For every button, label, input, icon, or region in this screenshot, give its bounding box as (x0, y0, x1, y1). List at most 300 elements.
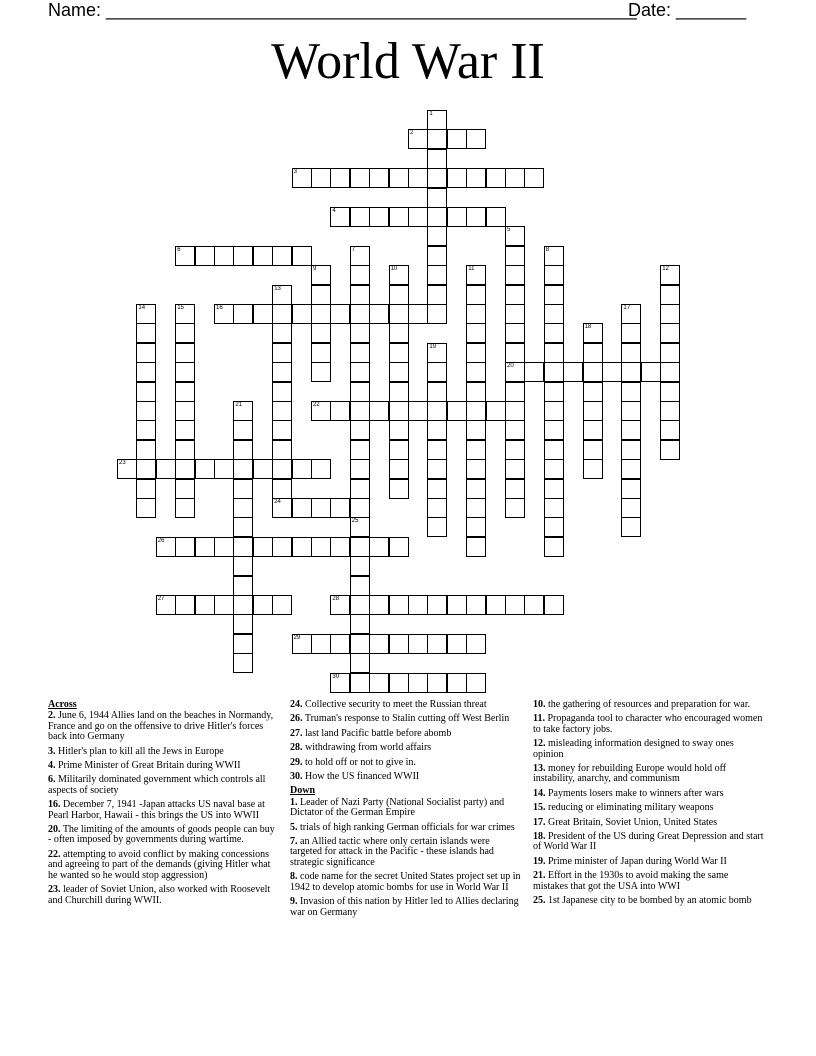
grid-cell[interactable] (466, 537, 486, 557)
grid-cell[interactable] (292, 498, 312, 518)
clue-number: 1 (429, 111, 433, 117)
grid-cell[interactable] (505, 401, 525, 421)
grid-cell[interactable] (195, 537, 215, 557)
grid-cell[interactable] (136, 323, 156, 343)
grid-cell[interactable] (408, 168, 428, 188)
grid-cell[interactable] (505, 304, 525, 324)
grid-cell[interactable] (292, 634, 312, 654)
grid-cell[interactable] (427, 459, 447, 479)
grid-cell[interactable] (136, 440, 156, 460)
grid-cell[interactable] (427, 188, 447, 208)
grid-cell[interactable] (389, 673, 409, 693)
grid-cell[interactable] (330, 304, 350, 324)
grid-cell[interactable] (466, 129, 486, 149)
grid-cell[interactable] (427, 246, 447, 266)
grid-cell[interactable] (330, 595, 350, 615)
grid-cell[interactable] (389, 595, 409, 615)
grid-cell[interactable] (272, 382, 292, 402)
grid-cell[interactable] (136, 420, 156, 440)
grid-cell[interactable] (466, 382, 486, 402)
grid-cell[interactable] (175, 459, 195, 479)
grid-cell[interactable] (272, 537, 292, 557)
grid-cell[interactable] (427, 207, 447, 227)
grid-cell[interactable] (272, 440, 292, 460)
grid-cell[interactable] (136, 401, 156, 421)
grid-cell[interactable] (175, 595, 195, 615)
grid-cell[interactable] (447, 129, 467, 149)
grid-cell[interactable] (466, 440, 486, 460)
grid-cell[interactable] (427, 420, 447, 440)
grid-cell[interactable] (505, 362, 525, 382)
grid-cell[interactable] (621, 517, 641, 537)
grid-cell[interactable] (505, 323, 525, 343)
grid-cell[interactable] (233, 479, 253, 499)
grid-cell[interactable] (427, 634, 447, 654)
grid-cell[interactable] (427, 595, 447, 615)
grid-cell[interactable] (389, 401, 409, 421)
grid-cell[interactable] (621, 401, 641, 421)
grid-cell[interactable] (175, 362, 195, 382)
grid-cell[interactable] (233, 614, 253, 634)
grid-cell[interactable] (175, 537, 195, 557)
grid-cell[interactable] (253, 304, 273, 324)
grid-cell[interactable] (156, 459, 176, 479)
grid-cell[interactable] (233, 304, 253, 324)
grid-cell[interactable] (621, 498, 641, 518)
grid-cell[interactable] (350, 382, 370, 402)
grid-cell[interactable] (466, 285, 486, 305)
grid-cell[interactable] (505, 595, 525, 615)
grid-cell[interactable] (175, 343, 195, 363)
grid-cell[interactable] (505, 168, 525, 188)
grid-cell[interactable] (544, 246, 564, 266)
grid-cell[interactable] (544, 595, 564, 615)
grid-cell[interactable] (233, 595, 253, 615)
grid-cell[interactable] (272, 479, 292, 499)
grid-cell[interactable] (660, 265, 680, 285)
grid-cell[interactable] (175, 420, 195, 440)
grid-cell[interactable] (136, 304, 156, 324)
grid-cell[interactable] (272, 323, 292, 343)
grid-cell[interactable] (505, 343, 525, 363)
grid-cell[interactable] (233, 556, 253, 576)
grid-cell[interactable] (214, 537, 234, 557)
grid-cell[interactable] (427, 226, 447, 246)
grid-cell[interactable] (486, 168, 506, 188)
clue-number: 13 (274, 285, 281, 292)
grid-cell[interactable] (660, 440, 680, 460)
grid-cell[interactable] (660, 420, 680, 440)
grid-cell[interactable] (175, 382, 195, 402)
grid-cell[interactable] (427, 440, 447, 460)
grid-cell[interactable] (544, 265, 564, 285)
grid-cell[interactable] (272, 362, 292, 382)
grid-cell[interactable] (524, 595, 544, 615)
grid-cell[interactable] (389, 343, 409, 363)
grid-cell[interactable] (505, 285, 525, 305)
grid-cell[interactable] (621, 343, 641, 363)
grid-cell[interactable] (466, 595, 486, 615)
grid-cell[interactable] (466, 207, 486, 227)
grid-cell[interactable] (389, 459, 409, 479)
grid-cell[interactable] (233, 653, 253, 673)
grid-cell[interactable] (447, 168, 467, 188)
grid-cell[interactable] (272, 304, 292, 324)
grid-cell[interactable] (641, 362, 661, 382)
grid-cell[interactable] (350, 401, 370, 421)
grid-cell[interactable] (292, 304, 312, 324)
grid-cell[interactable] (233, 517, 253, 537)
grid-cell[interactable] (466, 168, 486, 188)
grid-cell[interactable] (233, 576, 253, 596)
grid-cell[interactable] (505, 420, 525, 440)
grid-cell[interactable] (583, 440, 603, 460)
grid-cell[interactable] (466, 265, 486, 285)
grid-cell[interactable] (621, 459, 641, 479)
grid-cell[interactable] (621, 420, 641, 440)
grid-cell[interactable] (350, 168, 370, 188)
grid-cell[interactable] (583, 382, 603, 402)
grid-cell[interactable] (175, 498, 195, 518)
grid-cell[interactable] (408, 207, 428, 227)
grid-cell[interactable] (311, 285, 331, 305)
grid-cell[interactable] (369, 595, 389, 615)
grid-cell[interactable] (427, 149, 447, 169)
grid-cell[interactable] (486, 207, 506, 227)
grid-cell[interactable] (427, 382, 447, 402)
grid-cell[interactable] (389, 479, 409, 499)
grid-cell[interactable] (311, 265, 331, 285)
grid-cell[interactable] (330, 537, 350, 557)
grid-cell[interactable] (233, 634, 253, 654)
grid-cell[interactable] (389, 265, 409, 285)
grid-cell[interactable] (350, 537, 370, 557)
grid-cell[interactable] (175, 246, 195, 266)
grid-cell[interactable] (350, 517, 370, 537)
grid-cell[interactable] (195, 459, 215, 479)
grid-cell[interactable] (583, 459, 603, 479)
grid-cell[interactable] (350, 634, 370, 654)
grid-cell[interactable] (389, 304, 409, 324)
grid-cell[interactable] (156, 595, 176, 615)
grid-cell[interactable] (427, 479, 447, 499)
grid-cell[interactable] (544, 440, 564, 460)
grid-cell[interactable] (427, 304, 447, 324)
grid-cell[interactable] (408, 634, 428, 654)
grid-cell[interactable] (408, 129, 428, 149)
grid-cell[interactable] (544, 459, 564, 479)
grid-cell[interactable] (389, 323, 409, 343)
grid-cell[interactable] (660, 401, 680, 421)
grid-cell[interactable] (272, 401, 292, 421)
grid-cell[interactable] (660, 323, 680, 343)
grid-cell[interactable] (544, 304, 564, 324)
grid-cell[interactable] (233, 401, 253, 421)
grid-cell[interactable] (621, 440, 641, 460)
grid-cell[interactable] (447, 595, 467, 615)
grid-cell[interactable] (253, 595, 273, 615)
grid-cell[interactable] (311, 537, 331, 557)
grid-cell[interactable] (602, 362, 622, 382)
grid-cell[interactable] (544, 382, 564, 402)
grid-cell[interactable] (389, 285, 409, 305)
grid-cell[interactable] (427, 110, 447, 130)
grid-cell[interactable] (505, 440, 525, 460)
grid-cell[interactable] (272, 420, 292, 440)
grid-cell[interactable] (389, 168, 409, 188)
grid-cell[interactable] (272, 285, 292, 305)
grid-cell[interactable] (466, 498, 486, 518)
grid-cell[interactable] (466, 304, 486, 324)
grid-cell[interactable] (583, 420, 603, 440)
clues-column-1 (48, 700, 280, 910)
grid-cell[interactable] (544, 479, 564, 499)
grid-cell[interactable] (621, 323, 641, 343)
grid-cell[interactable] (505, 226, 525, 246)
grid-cell[interactable] (563, 362, 583, 382)
grid-cell[interactable] (427, 362, 447, 382)
grid-cell[interactable] (330, 498, 350, 518)
grid-cell[interactable] (466, 362, 486, 382)
grid-cell[interactable] (583, 343, 603, 363)
grid-cell[interactable] (389, 207, 409, 227)
grid-cell[interactable] (350, 614, 370, 634)
grid-cell[interactable] (505, 479, 525, 499)
clue-text: Prime Minister of Great Britain during WWII (58, 760, 241, 772)
grid-cell[interactable] (660, 304, 680, 324)
grid-cell[interactable] (311, 168, 331, 188)
grid-cell[interactable] (350, 362, 370, 382)
grid-cell[interactable] (233, 420, 253, 440)
grid-cell[interactable] (272, 595, 292, 615)
grid-cell[interactable] (486, 595, 506, 615)
clue-text: withdrawing from world affairs (305, 742, 432, 754)
grid-cell[interactable] (466, 343, 486, 363)
grid-cell[interactable] (621, 479, 641, 499)
grid-cell[interactable] (350, 653, 370, 673)
grid-cell[interactable] (117, 459, 137, 479)
clue-number: 12. (533, 738, 546, 750)
grid-cell[interactable] (427, 285, 447, 305)
grid-cell[interactable] (544, 498, 564, 518)
grid-cell[interactable] (544, 537, 564, 557)
grid-cell[interactable] (175, 440, 195, 460)
grid-cell[interactable] (350, 207, 370, 227)
grid-cell[interactable] (253, 246, 273, 266)
grid-cell[interactable] (447, 673, 467, 693)
grid-cell[interactable] (292, 537, 312, 557)
grid-cell[interactable] (369, 537, 389, 557)
grid-cell[interactable] (311, 323, 331, 343)
grid-cell[interactable] (136, 459, 156, 479)
grid-cell[interactable] (292, 246, 312, 266)
grid-cell[interactable] (214, 304, 234, 324)
grid-cell[interactable] (272, 459, 292, 479)
grid-cell[interactable] (350, 556, 370, 576)
grid-cell[interactable] (427, 673, 447, 693)
grid-cell[interactable] (447, 401, 467, 421)
date-field-label: Date: _______ (628, 0, 747, 20)
grid-cell[interactable] (195, 595, 215, 615)
grid-cell[interactable] (544, 285, 564, 305)
grid-cell[interactable] (408, 401, 428, 421)
grid-cell[interactable] (427, 517, 447, 537)
grid-cell[interactable] (660, 285, 680, 305)
grid-cell[interactable] (544, 517, 564, 537)
grid-cell[interactable] (233, 459, 253, 479)
grid-cell[interactable] (621, 382, 641, 402)
grid-cell[interactable] (175, 323, 195, 343)
grid-cell[interactable] (136, 479, 156, 499)
grid-cell[interactable] (350, 420, 370, 440)
grid-cell[interactable] (427, 401, 447, 421)
clue-number: 27 (157, 596, 165, 602)
grid-cell[interactable] (292, 168, 312, 188)
grid-cell[interactable] (350, 440, 370, 460)
grid-cell[interactable] (136, 343, 156, 363)
grid-cell[interactable] (466, 479, 486, 499)
grid-cell[interactable] (195, 246, 215, 266)
grid-cell[interactable] (350, 265, 370, 285)
grid-cell[interactable] (660, 343, 680, 363)
grid-cell[interactable] (233, 498, 253, 518)
grid-cell[interactable] (311, 401, 331, 421)
grid-cell[interactable] (330, 168, 350, 188)
grid-cell[interactable] (583, 362, 603, 382)
grid-cell[interactable] (427, 265, 447, 285)
grid-cell[interactable] (466, 517, 486, 537)
grid-cell[interactable] (253, 459, 273, 479)
grid-cell[interactable] (427, 498, 447, 518)
grid-cell[interactable] (330, 207, 350, 227)
grid-cell[interactable] (311, 362, 331, 382)
grid-cell[interactable] (544, 362, 564, 382)
grid-cell[interactable] (505, 459, 525, 479)
grid-cell[interactable] (233, 246, 253, 266)
grid-cell[interactable] (621, 304, 641, 324)
grid-cell[interactable] (350, 673, 370, 693)
grid-cell[interactable] (447, 207, 467, 227)
grid-cell[interactable] (233, 440, 253, 460)
grid-cell[interactable] (311, 304, 331, 324)
grid-cell[interactable] (389, 382, 409, 402)
grid-cell[interactable] (175, 479, 195, 499)
grid-cell[interactable] (292, 459, 312, 479)
grid-cell[interactable] (505, 246, 525, 266)
grid-cell[interactable] (408, 595, 428, 615)
grid-cell[interactable] (524, 362, 544, 382)
grid-cell[interactable] (272, 246, 292, 266)
grid-cell[interactable] (621, 362, 641, 382)
grid-cell[interactable] (136, 362, 156, 382)
grid-cell[interactable] (466, 634, 486, 654)
grid-cell[interactable] (311, 459, 331, 479)
grid-cell[interactable] (466, 401, 486, 421)
grid-cell[interactable] (311, 343, 331, 363)
grid-cell[interactable] (389, 420, 409, 440)
grid-cell[interactable] (427, 129, 447, 149)
grid-cell[interactable] (544, 401, 564, 421)
grid-cell[interactable] (330, 673, 350, 693)
grid-cell[interactable] (583, 323, 603, 343)
grid-cell[interactable] (175, 401, 195, 421)
grid-cell[interactable] (427, 343, 447, 363)
grid-cell[interactable] (466, 459, 486, 479)
grid-cell[interactable] (369, 207, 389, 227)
grid-cell[interactable] (466, 420, 486, 440)
grid-cell[interactable] (350, 479, 370, 499)
grid-cell[interactable] (369, 168, 389, 188)
grid-cell[interactable] (408, 304, 428, 324)
grid-cell[interactable] (524, 168, 544, 188)
grid-cell[interactable] (253, 537, 273, 557)
grid-cell[interactable] (466, 673, 486, 693)
grid-cell[interactable] (369, 304, 389, 324)
grid-cell[interactable] (350, 285, 370, 305)
grid-cell[interactable] (544, 343, 564, 363)
grid-cell[interactable] (505, 265, 525, 285)
grid-cell[interactable] (311, 498, 331, 518)
grid-cell[interactable] (350, 459, 370, 479)
grid-cell[interactable] (583, 401, 603, 421)
grid-cell[interactable] (175, 304, 195, 324)
grid-cell[interactable] (544, 420, 564, 440)
grid-cell[interactable] (350, 343, 370, 363)
grid-cell[interactable] (350, 498, 370, 518)
grid-cell[interactable] (660, 362, 680, 382)
grid-cell[interactable] (330, 634, 350, 654)
grid-cell[interactable] (408, 673, 428, 693)
grid-cell[interactable] (350, 323, 370, 343)
grid-cell[interactable] (214, 595, 234, 615)
grid-cell[interactable] (505, 498, 525, 518)
grid-cell[interactable] (505, 382, 525, 402)
grid-cell[interactable] (272, 343, 292, 363)
grid-cell[interactable] (544, 323, 564, 343)
clue-number: 21 (235, 402, 243, 408)
grid-cell[interactable] (369, 673, 389, 693)
grid-cell[interactable] (214, 246, 234, 266)
grid-cell[interactable] (447, 634, 467, 654)
grid-cell[interactable] (214, 459, 234, 479)
grid-cell[interactable] (389, 362, 409, 382)
grid-cell[interactable] (660, 382, 680, 402)
grid-cell[interactable] (330, 401, 350, 421)
grid-cell[interactable] (233, 537, 253, 557)
clue-text: Prime minister of Japan during World War II (548, 855, 727, 867)
grid-cell[interactable] (389, 440, 409, 460)
grid-cell[interactable] (350, 595, 370, 615)
grid-cell[interactable] (389, 537, 409, 557)
clue-number: 9. (290, 896, 298, 908)
grid-cell[interactable] (350, 576, 370, 596)
grid-cell[interactable] (311, 634, 331, 654)
grid-cell[interactable] (350, 246, 370, 266)
grid-cell[interactable] (350, 304, 370, 324)
grid-cell[interactable] (272, 498, 292, 518)
clue-number: 5 (507, 227, 511, 234)
grid-cell[interactable] (427, 168, 447, 188)
grid-cell[interactable] (136, 498, 156, 518)
clue-number: 11 (468, 266, 475, 273)
grid-cell[interactable] (156, 537, 176, 557)
grid-cell[interactable] (369, 401, 389, 421)
grid-cell[interactable] (466, 323, 486, 343)
grid-cell[interactable] (389, 634, 409, 654)
grid-cell[interactable] (369, 634, 389, 654)
grid-cell[interactable] (136, 382, 156, 402)
grid-cell[interactable] (486, 401, 506, 421)
